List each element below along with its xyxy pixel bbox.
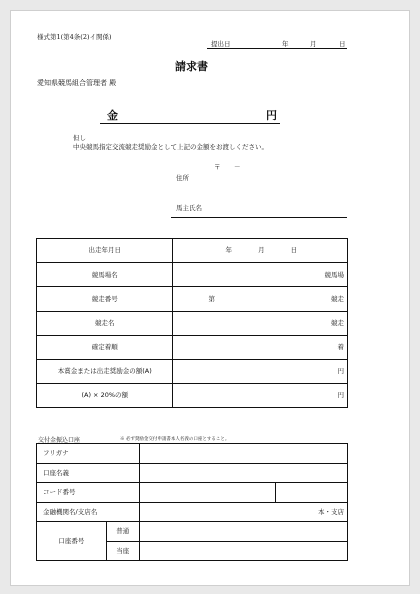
twenty-percent-field[interactable]: 円 <box>173 384 348 408</box>
furigana-label: フリガナ <box>37 444 140 464</box>
race-number-suffix: 競走 <box>331 294 344 303</box>
postal-dash: － <box>234 163 241 171</box>
race-number-field[interactable] <box>173 287 348 311</box>
address-label: 住所 <box>176 174 189 182</box>
race-name-row <box>37 311 348 335</box>
touza-option[interactable]: 当座 <box>106 541 139 561</box>
prize-amount-field[interactable]: 円 <box>173 359 348 383</box>
bank-code-field[interactable] <box>139 483 276 503</box>
document-title: 請求書 <box>175 60 208 73</box>
race-month-label: 月 <box>258 246 265 255</box>
bank-account-table <box>36 443 348 561</box>
finish-position-row <box>37 335 348 359</box>
form-number: 様式第1(第4条(2)イ関係) <box>37 33 112 41</box>
amount-yen-label: 円 <box>266 109 277 122</box>
racecourse-row <box>37 263 348 287</box>
institution-field[interactable]: 本・支店 <box>139 502 347 522</box>
racecourse-label: 競馬場名 <box>37 263 173 287</box>
race-info-table <box>36 238 348 408</box>
owner-name-label: 馬主氏名 <box>176 204 202 212</box>
submit-date-underline <box>207 48 347 49</box>
institution-row <box>37 502 348 522</box>
request-form-page <box>10 10 410 586</box>
race-name-field[interactable]: 競走 <box>173 311 348 335</box>
owner-name-underline <box>171 217 347 218</box>
race-date-field[interactable] <box>173 239 348 263</box>
code-label: コード番号 <box>37 483 140 503</box>
tadashi-label: 但し <box>73 134 86 142</box>
furigana-field[interactable] <box>139 444 347 464</box>
racecourse-field[interactable]: 競馬場 <box>173 263 348 287</box>
touza-account-number-field[interactable] <box>139 541 347 561</box>
twenty-percent-row <box>37 384 348 408</box>
race-number-prefix: 第 <box>208 294 215 303</box>
bank-section-note: ※ 必ず奨励金交付申請書本人名義の口座とすること。 <box>120 437 230 442</box>
institution-label: 金融機関名/支店名 <box>37 502 140 522</box>
submit-date-label: 提出日 <box>211 40 231 48</box>
submit-month-label: 月 <box>310 40 317 48</box>
furigana-row <box>37 444 348 464</box>
prize-amount-row <box>37 359 348 383</box>
race-year-label: 年 <box>225 246 232 255</box>
futsu-account-number-field[interactable] <box>139 522 347 542</box>
code-row <box>37 483 348 503</box>
submit-day-label: 日 <box>339 40 346 48</box>
branch-code-field[interactable] <box>276 483 348 503</box>
account-name-field[interactable] <box>139 463 347 483</box>
submit-year-label: 年 <box>282 40 289 48</box>
account-name-label: 口座名義 <box>37 463 140 483</box>
amount-kin-label: 金 <box>107 109 118 122</box>
account-name-row <box>37 463 348 483</box>
finish-position-label: 確定着順 <box>37 335 173 359</box>
twenty-percent-label: (A) × 20%の額 <box>37 384 173 408</box>
purpose-text: 中央競馬指定交流競走奨励金として上記の金額をお渡しください。 <box>73 143 268 151</box>
race-day-label: 日 <box>290 246 298 255</box>
race-date-label: 出走年月日 <box>37 239 173 263</box>
prize-amount-label: 本賞金または出走奨励金の額(A) <box>37 359 173 383</box>
race-number-label: 競走番号 <box>37 287 173 311</box>
postal-mark: 〒 <box>214 163 221 171</box>
race-name-label: 競走名 <box>37 311 173 335</box>
race-date-row <box>37 239 348 263</box>
futsu-option[interactable]: 普通 <box>106 522 139 542</box>
amount-underline <box>100 123 280 124</box>
account-number-label: 口座番号 <box>37 522 107 561</box>
account-type-row-futsu <box>37 522 348 542</box>
bank-section-title: 交付金振込口座 <box>38 437 81 444</box>
race-number-row <box>37 287 348 311</box>
finish-position-field[interactable]: 着 <box>173 335 348 359</box>
addressee: 愛知県競馬組合管理者 殿 <box>37 79 117 87</box>
